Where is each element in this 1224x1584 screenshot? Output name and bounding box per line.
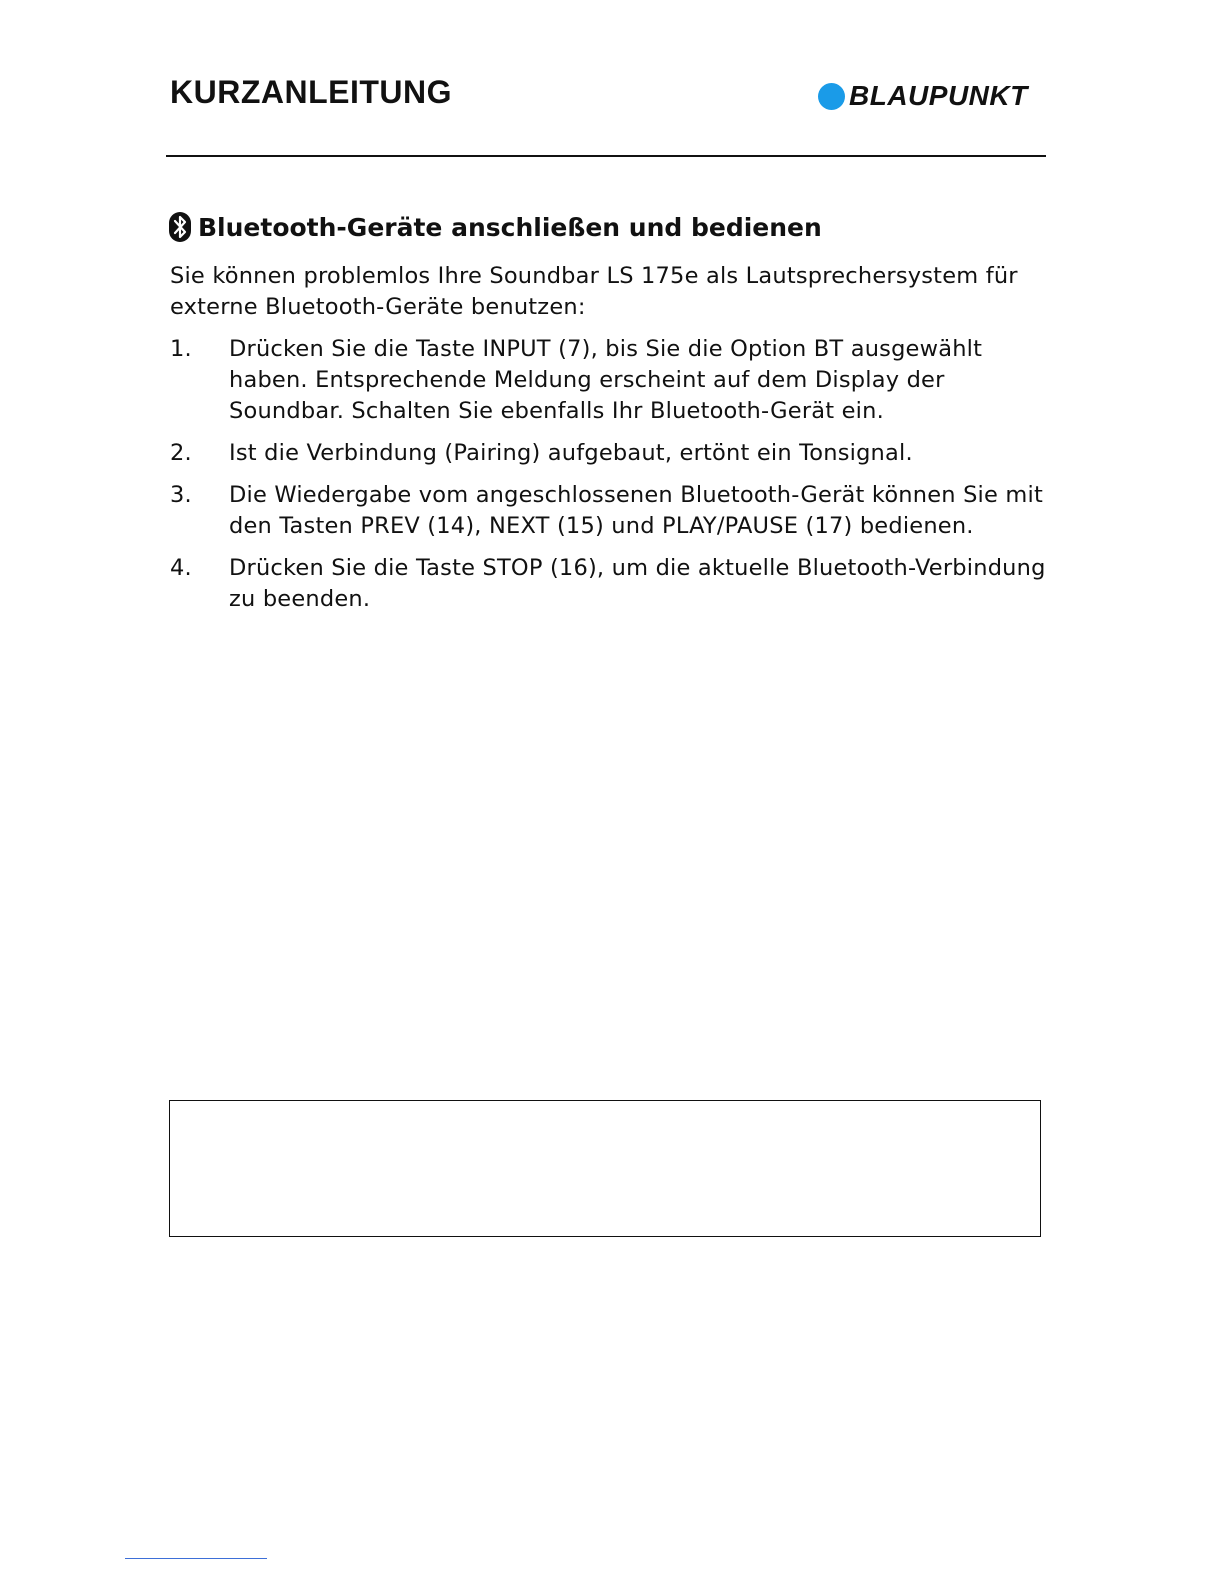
- steps-list: [170, 334, 1050, 626]
- step-number: 2.: [170, 440, 192, 466]
- section-heading-text: Bluetooth-Geräte anschließen und bedienen: [198, 212, 822, 242]
- list-item: [170, 553, 1050, 615]
- section-heading: [168, 211, 822, 243]
- brand-dot-icon: [818, 83, 845, 110]
- brand-logo: [818, 80, 1028, 112]
- header-divider: [166, 155, 1046, 157]
- step-text: Drücken Sie die Taste INPUT (7), bis Sie die Option BT ausgewählt haben. Entsprechende Meldung erscheint auf dem Display der Soundbar. Schalten Sie ebenfalls Ihr Bluetooth-Gerät ein.: [229, 336, 983, 424]
- list-item: [170, 438, 1050, 469]
- footer-link-underline: [125, 1558, 267, 1559]
- step-number: 3.: [170, 482, 192, 508]
- step-text: Die Wiedergabe vom angeschlossenen Bluetooth-Gerät können Sie mit den Tasten PREV (14), NEXT (15) und PLAY/PAUSE (17) bedienen.: [229, 482, 1043, 539]
- step-number: 1.: [170, 336, 192, 362]
- bluetooth-icon: [168, 211, 192, 243]
- intro-paragraph: Sie können problemlos Ihre Soundbar LS 175e als Lautsprechersystem für externe Bluetooth-Geräte benutzen:: [170, 263, 1018, 320]
- empty-note-box: [169, 1100, 1041, 1237]
- step-text: Drücken Sie die Taste STOP (16), um die aktuelle Bluetooth-Verbindung zu beenden.: [229, 555, 1046, 612]
- step-text: Ist die Verbindung (Pairing) aufgebaut, ertönt ein Tonsignal.: [229, 440, 913, 466]
- list-item: [170, 334, 1050, 427]
- step-number: 4.: [170, 555, 192, 581]
- page-title: KURZANLEITUNG: [170, 74, 453, 110]
- list-item: [170, 480, 1050, 542]
- brand-name: BLAUPUNKT: [849, 80, 1028, 111]
